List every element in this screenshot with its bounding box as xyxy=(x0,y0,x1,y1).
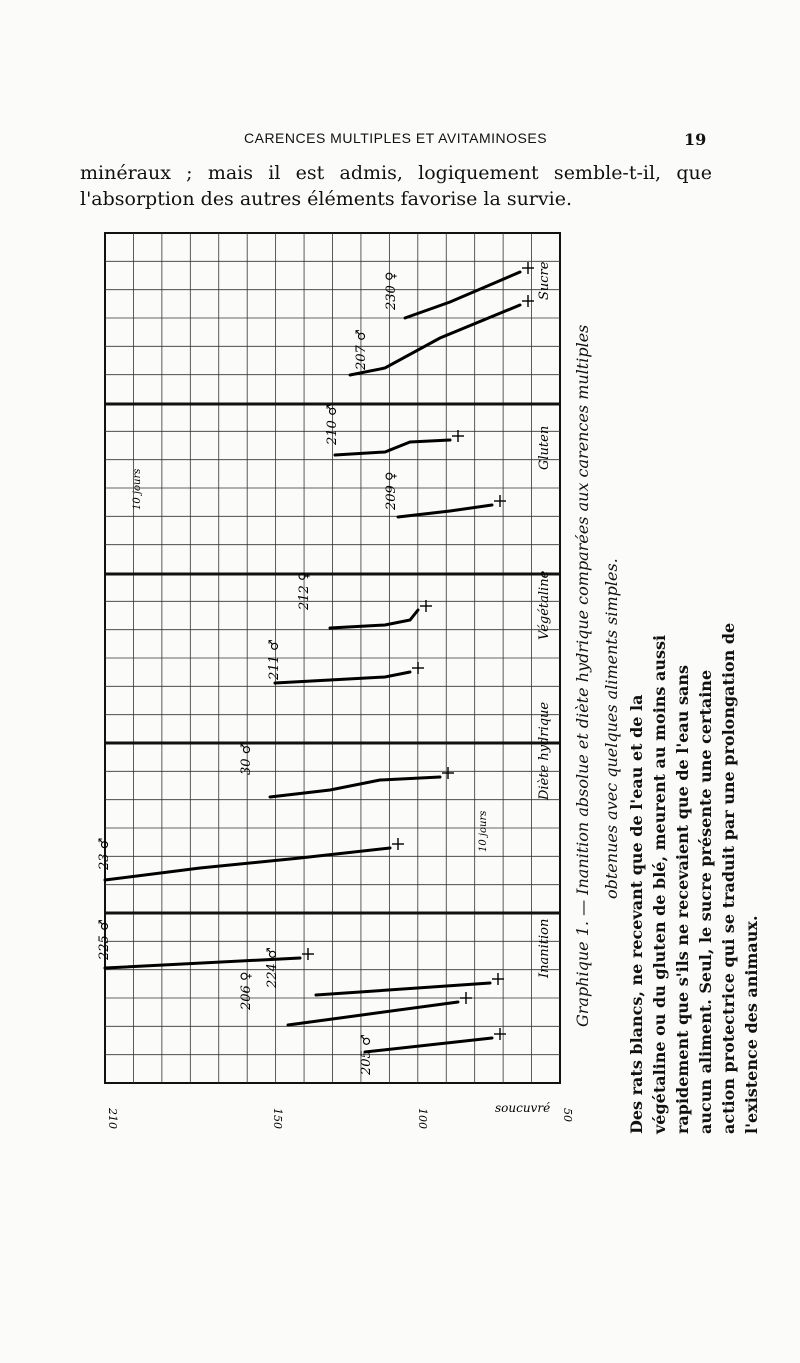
series-label-23: 23 ♂ xyxy=(97,837,112,870)
curve-224 xyxy=(316,983,490,995)
curve-207 xyxy=(350,305,520,375)
group-label: Diète hydrique xyxy=(537,701,552,800)
group-label: Gluten xyxy=(537,425,552,470)
y-tick-label: 50 xyxy=(561,1108,574,1122)
series-label-30: 30 ♂ xyxy=(239,742,254,775)
series-label-230: 230 ♀ xyxy=(384,271,399,310)
y-tick-label: 100 xyxy=(416,1108,429,1129)
series-label-206: 206 ♀ xyxy=(239,971,254,1010)
figure-caption-title: Graphique 1. — Inanition absolue et diète hydrique comparées aux carences multiples xyxy=(573,324,592,1027)
page-number: 19 xyxy=(684,130,707,149)
curve-206 xyxy=(288,1002,458,1025)
series-label-212: 212 ♀ xyxy=(297,571,312,610)
curve-212 xyxy=(330,610,418,628)
curve-205 xyxy=(365,1038,492,1052)
group-label: Sucre xyxy=(537,261,552,300)
curve-30 xyxy=(270,777,440,797)
group-label: Végétaline xyxy=(537,570,552,640)
curve-210 xyxy=(335,440,450,455)
series-label-225: 225 ♂ xyxy=(97,919,112,960)
scale-note: 10 jours xyxy=(132,468,143,510)
survival-curves xyxy=(105,262,534,1052)
scale-note: 10 jours xyxy=(478,810,489,852)
chart-grid xyxy=(105,233,560,1083)
group-label: Inanition xyxy=(537,918,552,978)
series-label-224: 224 ♂ xyxy=(265,947,280,988)
y-tick-label: 210 xyxy=(106,1108,119,1129)
series-label-209: 209 ♀ xyxy=(384,471,399,510)
series-label-205: 205 ♂ xyxy=(359,1034,374,1075)
series-label-211: 211 ♂ xyxy=(267,639,282,680)
figure-caption-subtitle: obtenues avec quelques aliments simples. xyxy=(602,558,621,899)
body-paragraph: minéraux ; mais il est admis, logiquement semble-t-il, que l'absorption des autres éléments favorise la survie. xyxy=(80,162,712,210)
figure-caption-text: Des rats blancs, ne recevant que de l'eau et de la végétaline ou du gluten de blé, meurent au moins aussi rapidement que s'ils ne recevaient que de l'eau sans aucun aliment. Seul, le sucre présente une certaine action protectrice qui se traduit par une prolongation de l'existence des animaux. xyxy=(627,622,761,1134)
series-label-210: 210 ♂ xyxy=(325,404,340,445)
curve-209 xyxy=(398,505,492,517)
y-tick-label: 150 xyxy=(271,1108,284,1129)
series-label-207: 207 ♂ xyxy=(354,329,369,370)
running-title: CARENCES MULTIPLES ET AVITAMINOSES xyxy=(244,130,548,146)
chart-labels xyxy=(97,261,574,1129)
signature: soucuvré xyxy=(495,1101,551,1115)
